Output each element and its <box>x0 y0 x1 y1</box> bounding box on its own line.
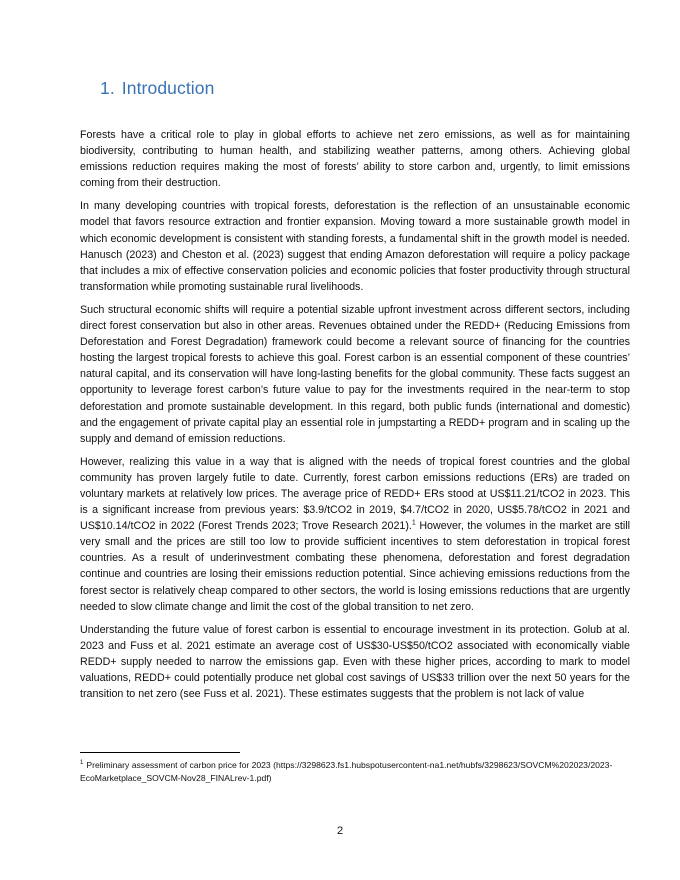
footnote-separator <box>80 752 240 753</box>
paragraph-4-text-before-note: However, realizing this value in a way that is aligned with the needs of tropical forest countries and the global community has proven largely futile to date. Currently, forest carbon emissions reductions (ERs) are traded on voluntary markets at relatively low prices. The average price of REDD+ ERs stood at US$11.21/tCO2 in 2023. This is a significant increase from previous years: $3.9/tCO2 in 2019, $4.7/tCO2 in 2020, US$5.78/tCO2 in 2021 and US$10.14/tCO2 in 2022 (Forest Trends 2023; Trove Research 2021). <box>80 455 630 533</box>
section-number: 1. <box>100 78 115 98</box>
section-heading <box>100 78 214 99</box>
paragraph-4 <box>80 454 630 615</box>
footnote-text: Preliminary assessment of carbon price for 2023 (https://3298623.fs1.hubspotusercontent-na1.net/hubfs/3298623/SOVCM%202023/2023-EcoMarketplace_SOVCM-Nov28_FINALrev-1.pdf) <box>80 760 613 783</box>
body-text <box>80 127 630 709</box>
footnote-marker: 1 <box>80 760 84 767</box>
paragraph-3: Such structural economic shifts will require a potential sizable upfront investment across different sectors, including direct forest conservation but also in other areas. Revenues obtained under the REDD+ (Reducing Emissions from Deforestation and Forest Degradation) framework could become a relevant source of financing for the countries hosting the largest tropical forests to achieve this goal. Forest carbon is an essential component of these countries’ natural capital, and its conservation will have long-lasting benefits for the global community. These facts suggest an opportunity to leverage forest carbon’s future value to pay for the investments required in the near-term to stop deforestation and promote sustainable development. In this regard, both public funds (international and domestic) and the engagement of private capital play an essential role in jumpstarting a REDD+ program and in scaling up the supply and demand of emission reductions. <box>80 303 630 445</box>
paragraph-2: In many developing countries with tropical forests, deforestation is the reflection of an unsustainable economic model that favors resource extraction and frontier expansion. Moving toward a more sustainable growth model in which economic development is consistent with standing forests, a fundamental shift in the growth model is needed. Hanusch (2023) and Cheston et al. (2023) suggest that ending Amazon deforestation will require a policy package that includes a mix of effective conservation policies and economic policies that foster productivity through structural transformation while promoting sustainable rural livelihoods. <box>80 200 630 293</box>
paragraph-4-text-after-note: However, the volumes in the market are still very small and the prices are still too low to provide sufficient incentives to stem deforestation in tropical forest countries. As a result of underinvestment combating these phenomena, deforestation and forest degradation continue and countries are losing their emissions reduction potential. Since achieving emissions reductions from the forest sector is relatively cheap compared to other sectors, the world is losing emissions reductions that are urgently needed to slow climate change and limit the cost of the global transition to net zero. <box>80 520 630 613</box>
paragraph-5: Understanding the future value of forest carbon is essential to encourage investment in its protection. Golub at al. 2023 and Fuss et al. 2021 estimate an average cost of US$30-US$50/tCO2 associated with economically viable REDD+ supply needed to narrow the emissions gap. Even with these higher prices, according to mark to model valuations, REDD+ could potentially produce net global cost savings of US$33 trillion over the next 50 years for the transition to net zero (see Fuss et al. 2021). These estimates suggests that the problem is not lack of value <box>80 623 630 701</box>
section-title: Introduction <box>121 78 215 98</box>
footnote-reference[interactable]: 1 <box>411 519 416 527</box>
footnote <box>80 759 620 784</box>
page-number: 2 <box>336 825 344 837</box>
paragraph-1: Forests have a critical role to play in global efforts to achieve net zero emissions, as well as for maintaining biodiversity, contributing to human health, and stabilizing weather patterns, among others. Achieving global emissions reduction requires making the most of forests’ ability to store carbon and, urgently, to limit emissions coming from their destruction. <box>80 129 630 190</box>
